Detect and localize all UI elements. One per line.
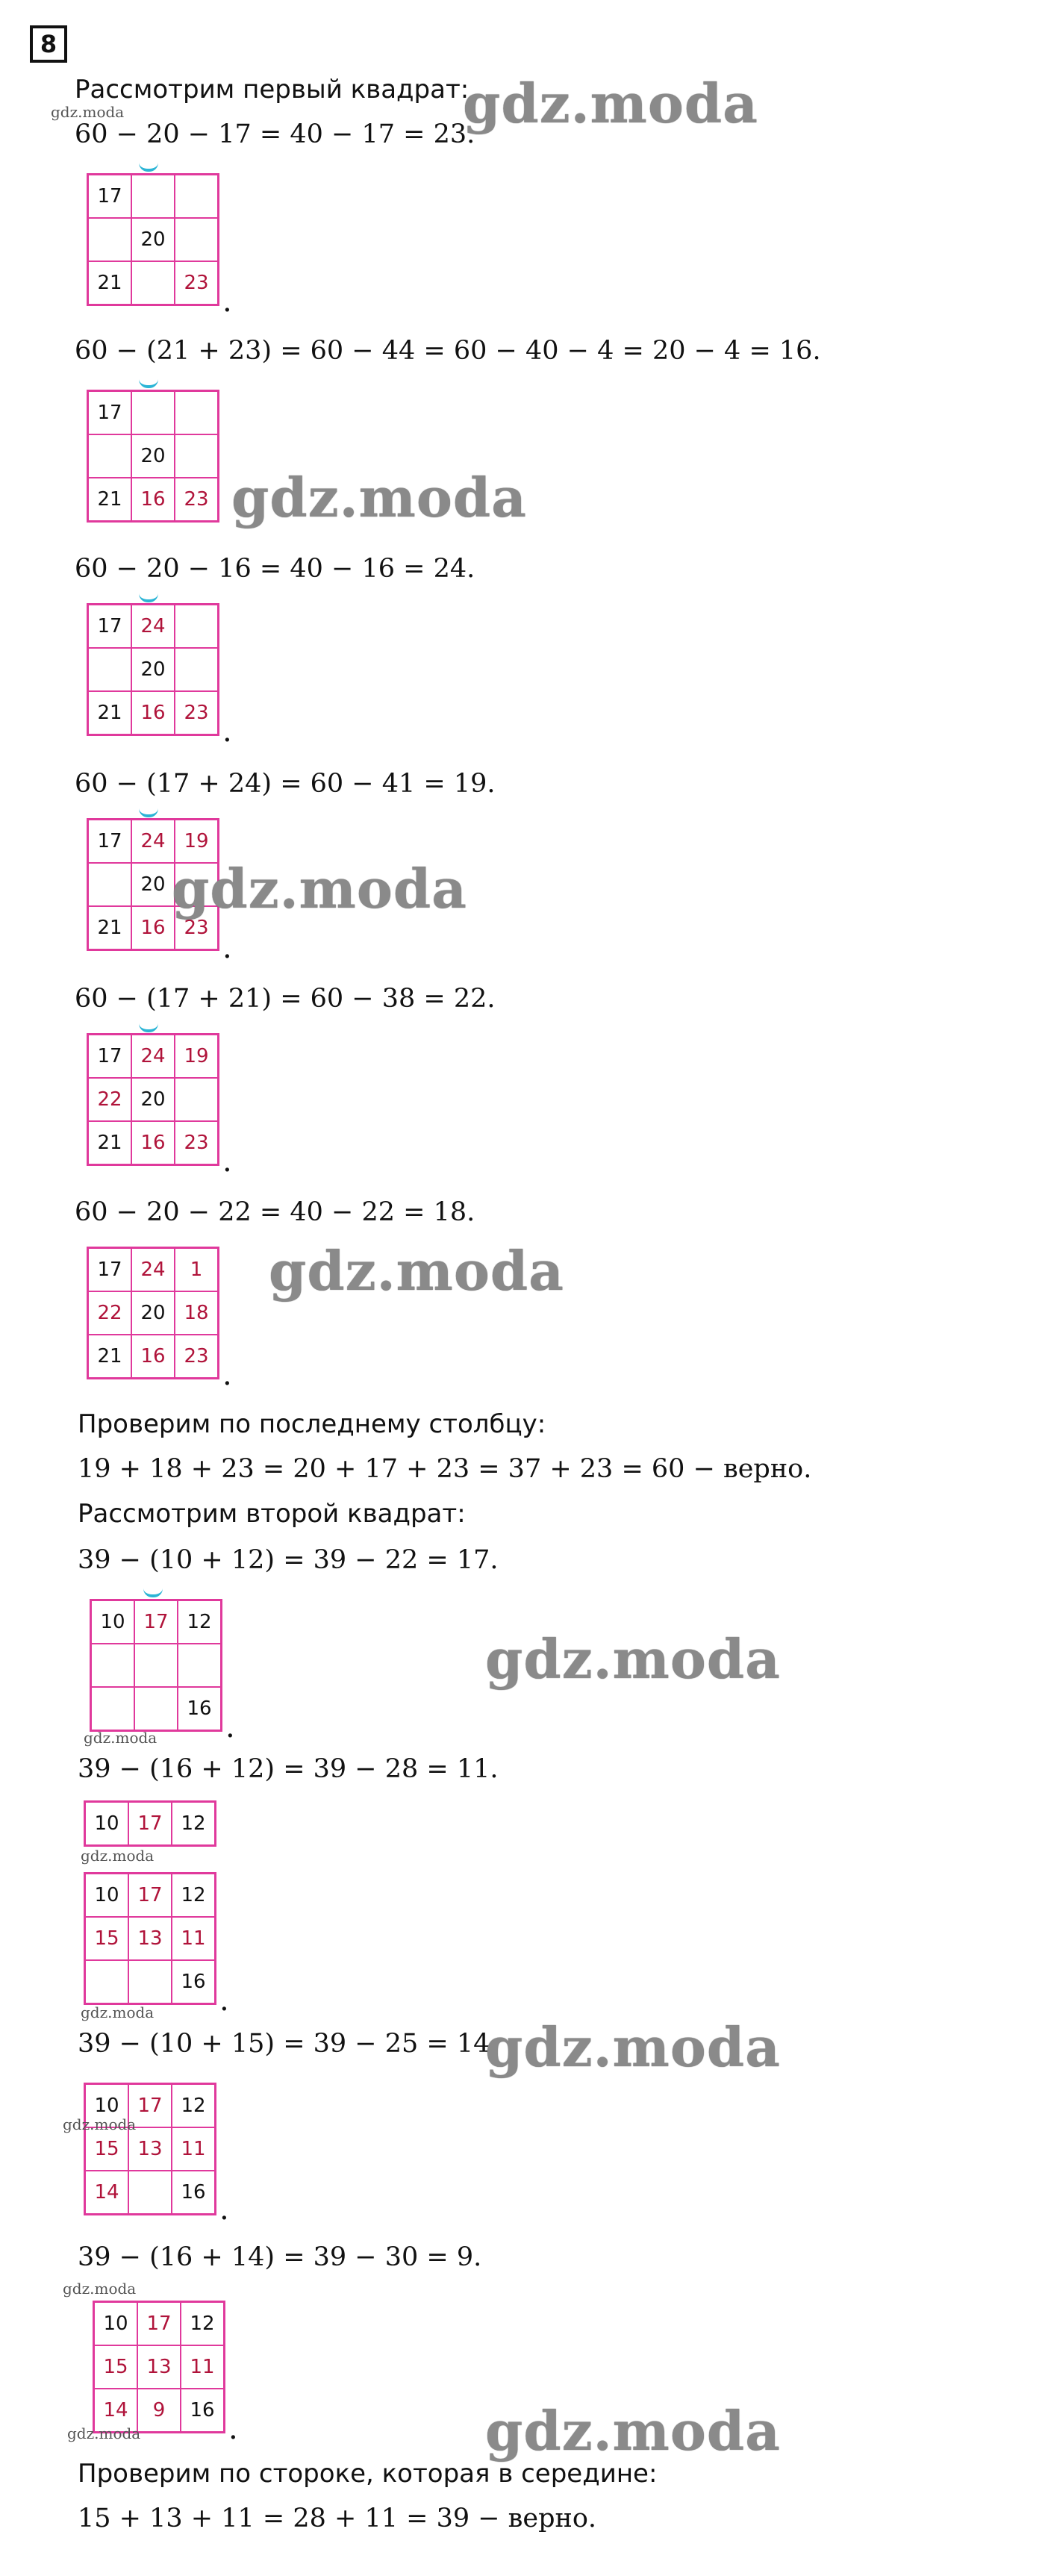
- period: .: [219, 2192, 229, 2227]
- equation-5: 60 − (17 + 21) = 60 − 38 = 22.: [75, 984, 496, 1014]
- grid-cell: 12: [181, 2302, 224, 2345]
- grid-cell: 15: [85, 2127, 128, 2171]
- grid-cell: 23: [175, 691, 218, 735]
- grid-cell: 17: [128, 1874, 172, 1917]
- grid-cell: 17: [88, 391, 131, 434]
- grid-cell: 19: [175, 1035, 218, 1078]
- grid-cell: 13: [137, 2345, 181, 2389]
- watermark-small: gdz.moda: [84, 1729, 157, 1747]
- grid-cell: [175, 391, 218, 434]
- grid-cell: 23: [175, 478, 218, 521]
- grid-cell: 15: [85, 1917, 128, 1960]
- tick-mark: [139, 163, 158, 172]
- grid-cell: [131, 261, 175, 305]
- grid-cell: [134, 1687, 178, 1730]
- watermark-small: gdz.moda: [51, 103, 125, 121]
- grid-cell: 16: [178, 1687, 221, 1730]
- grid-cell: 16: [131, 478, 175, 521]
- watermark-small: gdz.moda: [81, 1847, 155, 1865]
- grid-cell: [88, 863, 131, 906]
- grid-cell: [85, 1960, 128, 2003]
- grid-cell: 10: [85, 2084, 128, 2127]
- grid-cell: 23: [175, 1121, 218, 1164]
- grid-cell: 16: [181, 2389, 224, 2432]
- watermark-small: gdz.moda: [81, 2003, 155, 2021]
- grid-cell: [134, 1644, 178, 1687]
- period: .: [222, 931, 232, 965]
- grid-cell: 16: [172, 1960, 215, 2003]
- grid-cell: 16: [131, 691, 175, 735]
- grid-cell: 20: [131, 863, 175, 906]
- grid-cell: [175, 218, 218, 261]
- equation-1: 60 − 20 − 17 = 40 − 17 = 23.: [75, 119, 475, 149]
- grid-cell: 17: [128, 1802, 172, 1845]
- period: .: [225, 1710, 235, 1744]
- grid-cell: 19: [175, 820, 218, 863]
- period: .: [219, 1983, 229, 2018]
- grid-cell: 9: [137, 2389, 181, 2432]
- check-last-column-label: Проверим по последнему столбцу:: [78, 1409, 546, 1439]
- grid-cell: 21: [88, 691, 131, 735]
- magic-square-2: [87, 390, 219, 523]
- grid-cell: 21: [88, 906, 131, 949]
- equation-3: 60 − 20 − 16 = 40 − 16 = 24.: [75, 554, 475, 584]
- magic-square-3: [87, 603, 219, 736]
- grid-cell: 23: [175, 1335, 218, 1378]
- grid-cell: [128, 2171, 172, 2214]
- grid-cell: 10: [94, 2302, 137, 2345]
- grid-cell: 20: [131, 434, 175, 478]
- grid-cell: 17: [137, 2302, 181, 2345]
- grid-cell: [175, 605, 218, 648]
- grid-cell: 16: [131, 906, 175, 949]
- grid-cell: 17: [88, 820, 131, 863]
- watermark-small: gdz.moda: [67, 2424, 141, 2442]
- grid-cell: 23: [175, 261, 218, 305]
- grid-cell: 17: [134, 1600, 178, 1644]
- tick-mark: [139, 1023, 158, 1032]
- grid-cell: 21: [88, 261, 131, 305]
- grid-cell: [88, 218, 131, 261]
- grid-cell: 20: [131, 218, 175, 261]
- grid-cell: 12: [172, 1874, 215, 1917]
- magic-square-8: [84, 1872, 216, 2005]
- grid-cell: [131, 175, 175, 218]
- check-middle-row-label: Проверим по стороке, которая в середине:: [78, 2459, 658, 2489]
- grid-cell: 21: [88, 478, 131, 521]
- task-number-badge: 8: [30, 25, 67, 63]
- grid-cell: 15: [94, 2345, 137, 2389]
- equation-8: 39 − (16 + 12) = 39 − 28 = 11.: [78, 1754, 499, 1784]
- watermark: gdz.moda: [485, 1627, 781, 1691]
- tick-mark: [139, 379, 158, 388]
- period: .: [222, 1358, 232, 1392]
- magic-square-row-fragment: [84, 1800, 216, 1847]
- grid-cell: [175, 175, 218, 218]
- equation-6: 60 − 20 − 22 = 40 − 22 = 18.: [75, 1197, 475, 1227]
- grid-cell: 23: [175, 906, 218, 949]
- grid-cell: [91, 1644, 134, 1687]
- grid-cell: 12: [172, 2084, 215, 2127]
- watermark: gdz.moda: [485, 2015, 781, 2079]
- grid-cell: 12: [178, 1600, 221, 1644]
- tick-mark: [139, 593, 158, 602]
- watermark: gdz.moda: [485, 2399, 781, 2463]
- grid-cell: [91, 1687, 134, 1730]
- period: .: [222, 1144, 232, 1179]
- grid-cell: 13: [128, 2127, 172, 2171]
- watermark: gdz.moda: [269, 1239, 564, 1303]
- grid-cell: 24: [131, 605, 175, 648]
- check-middle-row-equation: 15 + 13 + 11 = 28 + 11 = 39 − верно.: [78, 2504, 597, 2533]
- watermark-small: gdz.moda: [63, 2280, 137, 2298]
- equation-9: 39 − (10 + 15) = 39 − 25 = 14.: [78, 2029, 499, 2059]
- check-last-column-equation: 19 + 18 + 23 = 20 + 17 + 23 = 37 + 23 = 60 − верно.: [78, 1454, 812, 1484]
- grid-cell: 16: [131, 1121, 175, 1164]
- magic-square-9: [84, 2083, 216, 2215]
- grid-cell: 12: [172, 1802, 215, 1845]
- grid-cell: 14: [85, 2171, 128, 2214]
- intro-first-square: Рассмотрим первый квадрат:: [75, 75, 470, 105]
- grid-cell: 10: [91, 1600, 134, 1644]
- magic-square-5: [87, 1033, 219, 1166]
- grid-cell: 17: [88, 605, 131, 648]
- tick-mark: [143, 1588, 163, 1597]
- grid-cell: [131, 391, 175, 434]
- grid-cell: 13: [128, 1917, 172, 1960]
- grid-cell: 17: [128, 2084, 172, 2127]
- period: .: [222, 714, 232, 749]
- equation-4: 60 − (17 + 24) = 60 − 41 = 19.: [75, 769, 496, 799]
- grid-cell: 21: [88, 1121, 131, 1164]
- tick-mark: [139, 808, 158, 817]
- grid-cell: 14: [94, 2389, 137, 2432]
- intro-second-square: Рассмотрим второй квадрат:: [78, 1499, 466, 1529]
- grid-cell: 17: [88, 175, 131, 218]
- grid-cell: 24: [131, 820, 175, 863]
- grid-cell: 16: [172, 2171, 215, 2214]
- grid-cell: 20: [131, 648, 175, 691]
- grid-cell: 10: [85, 1802, 128, 1845]
- watermark: gdz.moda: [463, 72, 758, 135]
- watermark: gdz.moda: [172, 857, 467, 920]
- grid-cell: 21: [88, 1335, 131, 1378]
- magic-square-7: [90, 1599, 222, 1732]
- watermark: gdz.moda: [231, 466, 527, 529]
- equation-7: 39 − (10 + 12) = 39 − 22 = 17.: [78, 1545, 499, 1575]
- grid-cell: [88, 434, 131, 478]
- grid-cell: 24: [131, 1248, 175, 1291]
- grid-cell: [178, 1644, 221, 1687]
- grid-cell: [175, 648, 218, 691]
- grid-cell: [128, 1960, 172, 2003]
- equation-10: 39 − (16 + 14) = 39 − 30 = 9.: [78, 2242, 482, 2272]
- grid-cell: [175, 434, 218, 478]
- magic-square-10: [93, 2301, 225, 2433]
- period: .: [228, 2412, 238, 2446]
- grid-cell: 20: [131, 1078, 175, 1121]
- grid-cell: 22: [88, 1291, 131, 1335]
- grid-cell: 16: [131, 1335, 175, 1378]
- grid-cell: 24: [131, 1035, 175, 1078]
- grid-cell: 11: [181, 2345, 224, 2389]
- magic-square-1: [87, 173, 219, 306]
- grid-cell: 10: [85, 1874, 128, 1917]
- magic-square-6: [87, 1247, 219, 1379]
- period: .: [222, 284, 232, 319]
- equation-2: 60 − (21 + 23) = 60 − 44 = 60 − 40 − 4 = 20 − 4 = 16.: [75, 336, 821, 366]
- grid-cell: 11: [172, 2127, 215, 2171]
- grid-cell: 17: [88, 1248, 131, 1291]
- grid-cell: 1: [175, 1248, 218, 1291]
- grid-cell: 20: [131, 1291, 175, 1335]
- grid-cell: 17: [88, 1035, 131, 1078]
- watermark-small: gdz.moda: [63, 2115, 137, 2133]
- grid-cell: 11: [172, 1917, 215, 1960]
- grid-cell: [88, 648, 131, 691]
- grid-cell: 22: [88, 1078, 131, 1121]
- grid-cell: 18: [175, 1291, 218, 1335]
- grid-cell: [175, 1078, 218, 1121]
